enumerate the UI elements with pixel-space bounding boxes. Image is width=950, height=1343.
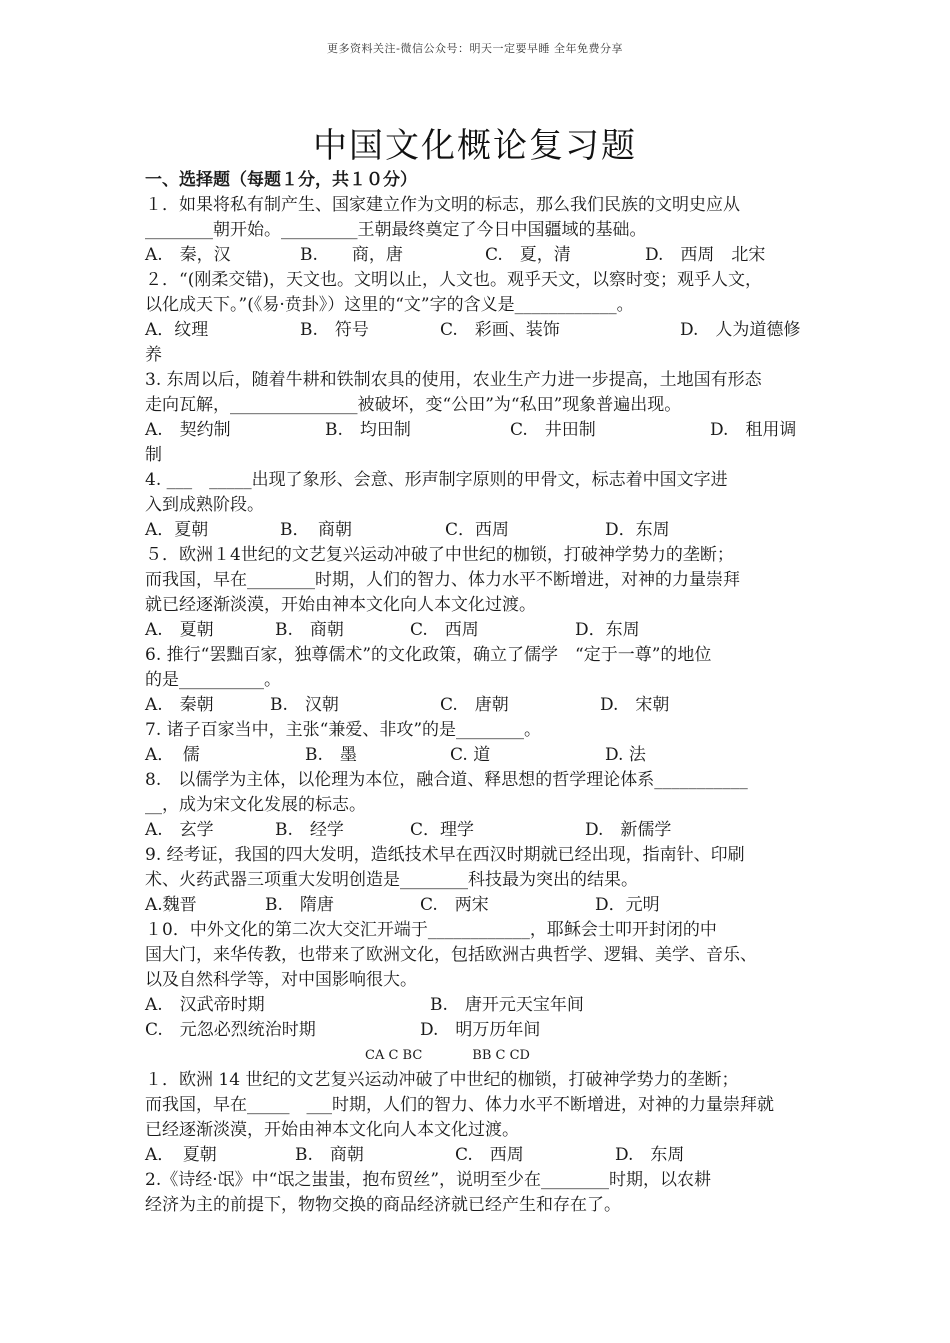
option: D．东周 [575, 620, 640, 640]
answer-group: BB C CD [472, 1048, 530, 1063]
option: B. 唐开元天宝年间 [430, 995, 584, 1015]
option: C. 元忽必烈统治时期 [145, 1020, 316, 1040]
option: B. 经学 [275, 820, 344, 840]
option: B. 隋唐 [265, 895, 334, 915]
option: D. 东周 [615, 1145, 685, 1165]
question-text: 7. 诸子百家当中，主张“兼爱、非攻”的是________。 [145, 720, 542, 740]
options-row [145, 818, 810, 843]
question-text: 已经逐渐淡漠，开始由神本文化向人本文化过渡。 [145, 1120, 519, 1140]
option: A. 夏朝 [145, 620, 214, 640]
question-text: ５．欧洲１4世纪的文艺复兴运动冲破了中世纪的枷锁，打破神学势力的垄断； [145, 545, 734, 565]
option: B. 商朝 [295, 1145, 364, 1165]
question-text: 以及自然科学等，对中国影响很大。 [145, 970, 417, 990]
option: D. 宋朝 [600, 695, 670, 715]
option: C. 唐朝 [440, 695, 509, 715]
option: C. 西周 [455, 1145, 524, 1165]
options-row [145, 743, 810, 768]
question-text: 入到成熟阶段。 [145, 495, 264, 515]
question-text: 术、火药武器三项重大发明创造是________科技最为突出的结果。 [145, 870, 638, 890]
option: C. 西周 [410, 620, 479, 640]
question-text: 3. 东周以后，随着牛耕和铁制农具的使用，农业生产力进一步提高，土地国有形态 [145, 370, 762, 390]
question-text: 6. 推行“罢黜百家，独尊儒术”的文化政策，确立了儒学 “定于一尊”的地位 [145, 645, 712, 665]
option: B. 商，唐 [300, 245, 403, 265]
options-row [145, 318, 810, 343]
header-note: 更多资料关注-微信公众号：明天一定要早睡 全年免费分享 [327, 42, 623, 55]
question-text: １．欧洲 14 世纪的文艺复兴运动冲破了中世纪的枷锁，打破神学势力的垄断； [145, 1070, 739, 1090]
question-text: 经济为主的前提下，物物交换的商品经济就已经产生和存在了。 [145, 1195, 621, 1215]
option: B. 均田制 [325, 420, 411, 440]
question-text: 而我国，早在________时期，人们的智力、体力水平不断增进，对神的力量崇拜 [145, 570, 740, 590]
question-text: 走向瓦解，_______________被破坏，变“公田”为“私田”现象普遍出现。 [145, 395, 682, 415]
question-text: 8. 以儒学为主体，以伦理为本位，融合道、释思想的哲学理论体系___________ [145, 770, 748, 790]
option: B. 墨 [305, 745, 357, 765]
question-text: 2.《诗经·氓》中“氓之蚩蚩，抱布贸丝”，说明至少在________时期，以农耕 [145, 1170, 712, 1190]
options-row [145, 693, 810, 718]
question-text: 而我国，早在_____ ___时期，人们的智力、体力水平不断增进，对神的力量崇拜就 [145, 1095, 774, 1115]
options-row [145, 1143, 810, 1168]
page-title: 中国文化概论复习题 [313, 126, 637, 166]
option: B. 商朝 [275, 620, 344, 640]
question-text: 国大门，来华传教，也带来了欧洲文化，包括欧洲古典哲学、逻辑、美学、音乐、 [145, 945, 757, 965]
question-text: 4. ___ _____出现了象形、会意、形声制字原则的甲骨文，标志着中国文字进 [145, 470, 728, 490]
option: A． 儒 [145, 745, 200, 765]
answer-key [145, 1043, 810, 1068]
option: D. 租用调 [710, 420, 797, 440]
option: D．元明 [595, 895, 660, 915]
option: C. 道 [450, 745, 491, 765]
question-text: １．如果将私有制产生、国家建立作为文明的标志，那么我们民族的文明史应从 [145, 195, 740, 215]
option: C. 两宋 [420, 895, 489, 915]
options-row [145, 1018, 810, 1043]
option: A. 秦朝 [145, 695, 214, 715]
option: B． 商朝 [280, 520, 352, 540]
option: D．东周 [605, 520, 670, 540]
options-row [145, 993, 810, 1018]
section-heading: 一、选择题（每题１分，共１０分） [145, 170, 417, 190]
option: D. 西周 北宋 [645, 245, 766, 265]
option: C. 夏，清 [485, 245, 571, 265]
option: D. 法 [605, 745, 646, 765]
option: A．夏朝 [145, 520, 209, 540]
question-text: ２．“(刚柔交错)，天文也。文明以止，人文也。观乎天文，以察时变；观乎人文， [145, 270, 762, 290]
option: B. 汉朝 [270, 695, 339, 715]
option-continuation: 制 [145, 445, 162, 465]
question-text: 的是__________。 [145, 670, 281, 690]
option: C. 井田制 [510, 420, 596, 440]
question-text: __，成为宋文化发展的标志。 [145, 795, 366, 815]
options-row [145, 418, 810, 443]
option: A.魏晋 [145, 895, 197, 915]
option: A．纹理 [145, 320, 209, 340]
question-text: 就已经逐渐淡漠，开始由神本文化向人本文化过渡。 [145, 595, 536, 615]
question-text: ________朝开始。_________王朝最终奠定了今日中国疆域的基础。 [145, 220, 647, 240]
option: C．理学 [410, 820, 475, 840]
option: D. 新儒学 [585, 820, 672, 840]
option: C．西周 [445, 520, 510, 540]
answer-group: CA C BC [365, 1048, 423, 1063]
option: C. 彩画、装饰 [440, 320, 560, 340]
option: A. 玄学 [145, 820, 214, 840]
option: A. 秦，汉 [145, 245, 231, 265]
option: B. 符号 [300, 320, 369, 340]
option: D. 明万历年间 [420, 1020, 541, 1040]
question-text: １0．中外文化的第二次大交汇开端于____________，耶稣会士叩开封闭的中 [145, 920, 717, 940]
option: A. 汉武帝时期 [145, 995, 265, 1015]
option-continuation: 养 [145, 345, 162, 365]
option: A． 夏朝 [145, 1145, 217, 1165]
options-row [145, 893, 810, 918]
option: D. 人为道德修 [680, 320, 801, 340]
options-row [145, 518, 810, 543]
options-row [145, 243, 810, 268]
option: A. 契约制 [145, 420, 231, 440]
options-row [145, 618, 810, 643]
question-text: 9. 经考证，我国的四大发明，造纸技术早在西汉时期就已经出现，指南针、印刷 [145, 845, 745, 865]
question-text: 以化成天下。”(《易·贲卦》）这里的“文”字的含义是____________。 [145, 295, 634, 315]
question-list [145, 168, 810, 1218]
